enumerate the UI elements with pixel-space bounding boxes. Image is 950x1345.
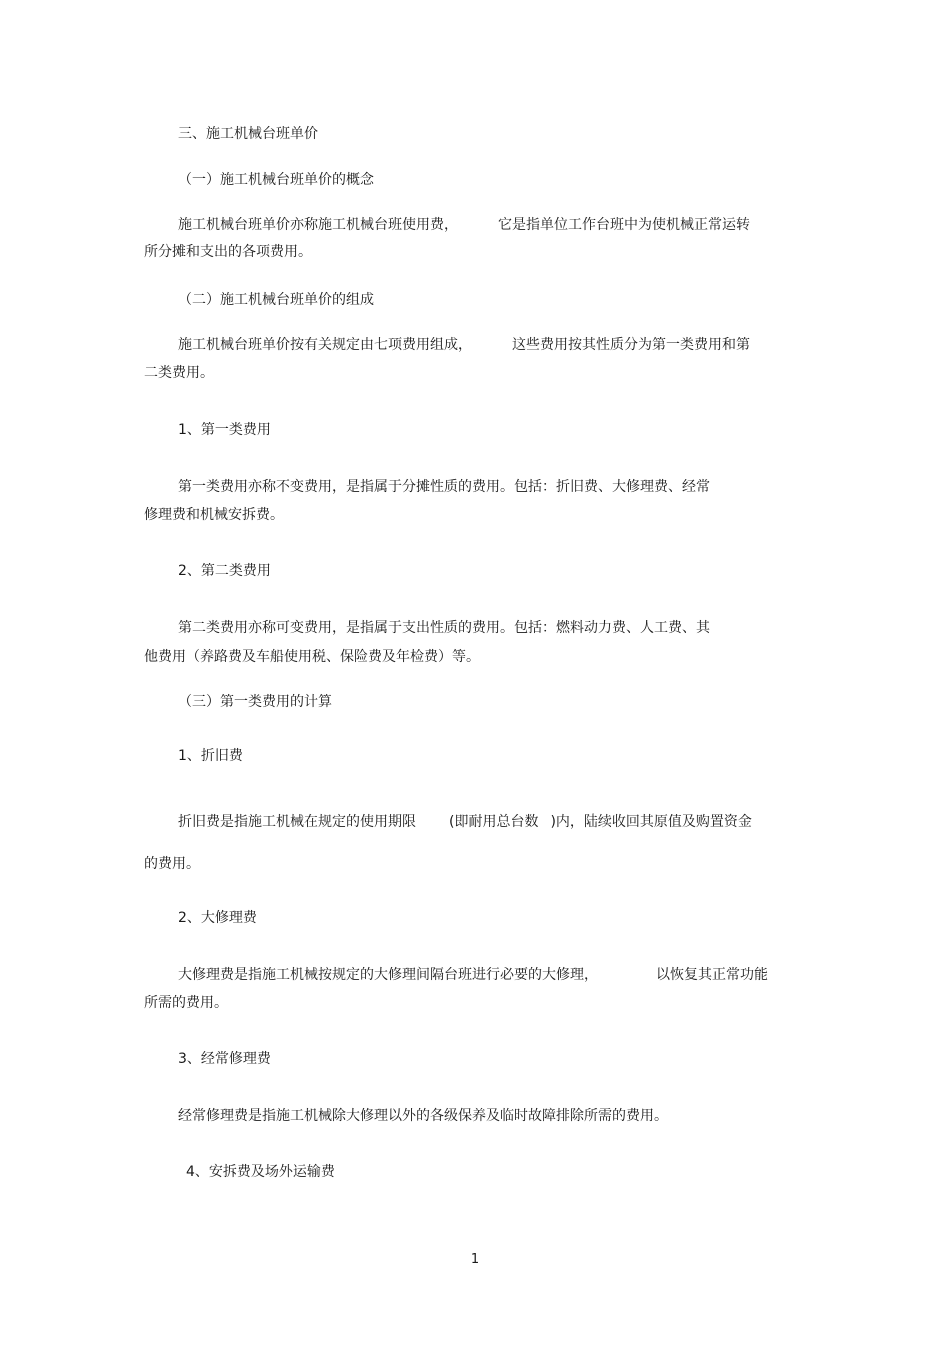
list-item-heading: 4、安拆费及场外运输费 — [186, 1164, 335, 1180]
text-run: 施工机械台班单价按有关规定由七项费用组成， — [178, 337, 472, 353]
text-run: 以恢复其正常功能 — [656, 967, 768, 983]
section-heading: 三、施工机械台班单价 — [178, 126, 318, 142]
paragraph-line: 所需的费用。 — [144, 995, 228, 1011]
list-item-heading: 2、第二类费用 — [178, 563, 271, 579]
page-number: 1 — [470, 1252, 480, 1267]
text-run: )内，陆续收回其原值及购置资金 — [550, 814, 752, 830]
list-item-heading: 2、大修理费 — [178, 910, 257, 926]
paragraph-line — [178, 216, 750, 234]
text-run: 施工机械台班单价亦称施工机械台班使用费， — [178, 217, 458, 233]
text-run: (即耐用总台数 — [449, 814, 539, 830]
subsection-heading: （三）第一类费用的计算 — [178, 694, 332, 710]
text-run: 这些费用按其性质分为第一类费用和第 — [512, 337, 750, 353]
list-item-heading: 1、折旧费 — [178, 748, 243, 764]
paragraph-line: 修理费和机械安拆费。 — [144, 507, 284, 523]
paragraph-line: 第二类费用亦称可变费用，是指属于支出性质的费用。包括：燃料动力费、人工费、其 — [178, 620, 710, 636]
text-run: 大修理费是指施工机械按规定的大修理间隔台班进行必要的大修理， — [178, 967, 598, 983]
paragraph-line: 二类费用。 — [144, 365, 214, 381]
paragraph-line: 的费用。 — [144, 856, 200, 872]
paragraph-line: 经常修理费是指施工机械除大修理以外的各级保养及临时故障排除所需的费用。 — [178, 1108, 668, 1124]
paragraph-line: 所分摊和支出的各项费用。 — [144, 244, 312, 260]
paragraph-line: 他费用（养路费及车船使用税、保险费及年检费）等。 — [144, 649, 480, 665]
subsection-heading: （二）施工机械台班单价的组成 — [178, 292, 374, 308]
paragraph-line: 第一类费用亦称不变费用，是指属于分摊性质的费用。包括：折旧费、大修理费、经常 — [178, 479, 710, 495]
list-item-heading: 1、第一类费用 — [178, 422, 271, 438]
paragraph-line — [178, 966, 768, 984]
list-item-heading: 3、经常修理费 — [178, 1051, 271, 1067]
text-run: 它是指单位工作台班中为使机械正常运转 — [498, 217, 750, 233]
subsection-heading: （一）施工机械台班单价的概念 — [178, 172, 374, 188]
paragraph-line — [178, 336, 750, 354]
paragraph-line — [178, 813, 752, 831]
text-run: 折旧费是指施工机械在规定的使用期限 — [178, 814, 416, 830]
